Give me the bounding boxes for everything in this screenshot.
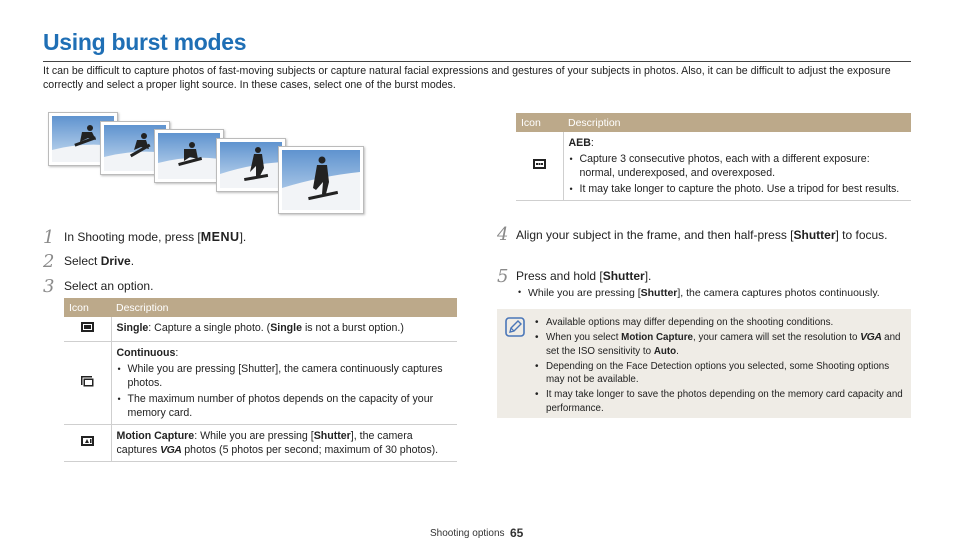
step-1-text (64, 230, 246, 244)
step-5-text (516, 269, 651, 283)
table-row (516, 132, 911, 201)
desc-text: : (590, 137, 594, 149)
step-2-text (64, 254, 134, 268)
step-4-pre: Align your subject in the frame, and then half-press [ (516, 228, 794, 242)
icon-cell (516, 132, 563, 201)
description-cell (111, 342, 457, 425)
step-4-number: 4 (497, 224, 509, 245)
table-header-icon: Icon (64, 298, 111, 317)
bullet-pre: While you are pressing [ (528, 287, 641, 299)
table-header-description: Description (111, 298, 457, 317)
step-5-post: ]. (644, 269, 652, 283)
desc-bold: Continuous (116, 347, 176, 359)
bullet-post: ], the camera captures photos continuously. (677, 287, 880, 299)
page-number: 65 (510, 526, 524, 540)
note-mid: , your camera will set the resolution to (693, 332, 861, 343)
burst-sequence-photos (44, 110, 374, 220)
step-5-pre: Press and hold [ (516, 269, 603, 283)
list-item: • Available options may differ depending on the shooting conditions. (533, 316, 903, 330)
list-item: • Depending on the Face Detection options you selected, some Shooting options may not be available. (533, 360, 903, 387)
desc-bold: AEB (568, 137, 591, 149)
list-item: • While you are pressing [Shutter], the camera continuously captures photos. (117, 362, 453, 390)
table-header-description: Description (563, 113, 911, 132)
table-header-row (64, 298, 457, 317)
desc-bold: Motion Capture (116, 430, 195, 442)
step-3-number: 3 (43, 276, 55, 297)
footer-section-label: Shooting options (430, 528, 505, 539)
icon-cell (64, 317, 111, 342)
step-2-bold: Drive (100, 254, 131, 268)
step-2-pre: Select (64, 254, 101, 268)
burst-photo-4 (216, 138, 286, 192)
desc-text-2: is not a burst option.) (302, 322, 404, 334)
drive-options-table (64, 298, 457, 462)
note-pre: When you select (546, 332, 622, 343)
step-4-text (516, 227, 906, 243)
desc-text: : (175, 347, 179, 359)
step-2-post: . (130, 254, 135, 268)
table-row (64, 317, 457, 342)
list-item: • Capture 3 consecutive photos, each with a different exposure: normal, underexposed, and overexposed. (569, 152, 907, 180)
vga-resolution-icon: VGA (160, 444, 182, 456)
title-rule (43, 61, 911, 62)
continuous-shot-icon (80, 375, 95, 387)
table-row (64, 425, 457, 462)
description-cell (563, 132, 911, 201)
step-1-number: 1 (43, 227, 55, 248)
single-shot-icon (80, 321, 95, 333)
note-bold-2: Auto (653, 345, 677, 357)
step-1-post: ]. (239, 230, 247, 244)
desc-text-2: ], the camera captures (116, 430, 413, 456)
description-cell (111, 317, 457, 342)
note-pencil-icon (505, 317, 525, 337)
table-row (64, 342, 457, 425)
table-header-icon: Icon (516, 113, 563, 132)
step-4-post: ] to focus. (835, 228, 888, 242)
desc-bold-2: Single (270, 322, 302, 334)
step-3-text: Select an option. (64, 279, 154, 293)
note-list (533, 316, 903, 417)
note-box (497, 309, 911, 418)
step-1-pre: In Shooting mode, press [ (64, 230, 201, 244)
aeb-options-table (516, 113, 911, 201)
icon-cell (64, 425, 111, 462)
step-5-number: 5 (497, 266, 509, 287)
desc-text-3: photos (5 photos per second; maximum of 30 photos). (181, 444, 439, 456)
step-5-bullet (517, 287, 954, 299)
list-item: • It may take longer to capture the photo. Use a tripod for best results. (569, 182, 907, 196)
vga-resolution-icon: VGA (860, 331, 882, 343)
desc-bold: Single (116, 322, 149, 334)
note-mid-2: and set the ISO sensitivity to (546, 332, 901, 357)
note-post: . (676, 345, 679, 357)
description-cell (111, 425, 457, 462)
icon-cell (64, 342, 111, 425)
list-item: • The maximum number of photos depends on the capacity of your memory card. (117, 392, 453, 420)
intro-paragraph: It can be difficult to capture photos of fast-moving subjects or capture natural facial expressions and gestures of your subjects in photos. Also, it can be difficult to adjust the exposure correctly and select a proper light source. In these cases, select one of the burst modes. (43, 65, 891, 91)
burst-photo-5 (278, 146, 364, 214)
desc-text: : Capture a single photo. ( (148, 322, 271, 334)
step-4-bold: Shutter (793, 228, 836, 242)
motion-capture-icon (80, 435, 95, 447)
list-item (533, 331, 903, 358)
table-header-row (516, 113, 911, 132)
desc-bold-2: Shutter (313, 430, 351, 442)
aeb-icon (532, 158, 547, 170)
burst-photo-3 (154, 129, 224, 183)
desc-text: : While you are pressing [ (194, 430, 314, 442)
menu-key: MENU (200, 230, 240, 244)
note-bold: Motion Capture (621, 332, 693, 343)
list-item: • It may take longer to save the photos depending on the memory card capacity and performance. (533, 388, 903, 415)
step-2-number: 2 (43, 251, 55, 272)
page-title: Using burst modes (43, 29, 247, 55)
bullet-bold: Shutter (640, 287, 678, 299)
step-5-bold: Shutter (602, 269, 645, 283)
